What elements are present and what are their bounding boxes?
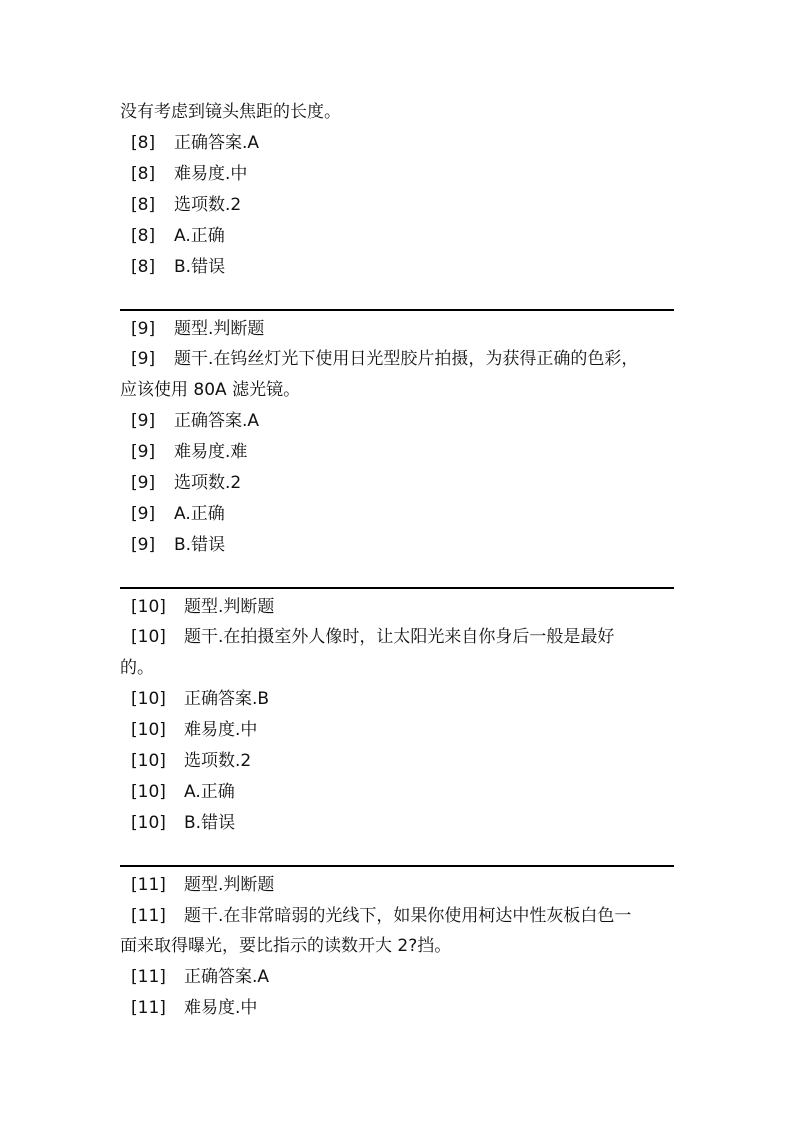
option-count: 选项数.2: [184, 751, 252, 771]
question-tag: [8]: [131, 257, 156, 277]
option-b: B.错误: [174, 535, 226, 555]
question-tag: [9]: [131, 411, 156, 431]
question-tag: [8]: [131, 195, 156, 215]
question-tag: [9]: [131, 535, 156, 555]
question-stem: 题干.在钨丝灯光下使用日光型胶片拍摄，为获得正确的色彩，: [174, 349, 639, 369]
q11-stem-continuation: 面来取得曝光，要比指示的读数开大 2?挡。: [120, 936, 452, 956]
question-tag: [9]: [131, 349, 156, 369]
question-tag: [10]: [131, 720, 166, 740]
question-tag: [10]: [131, 597, 166, 617]
difficulty: 难易度.中: [184, 998, 258, 1018]
question-tag: [10]: [131, 689, 166, 709]
correct-answer: 正确答案.A: [174, 133, 260, 153]
option-count: 选项数.2: [174, 473, 242, 493]
question-stem: 题干.在非常暗弱的光线下，如果你使用柯达中性灰板白色一: [184, 906, 632, 926]
correct-answer: 正确答案.A: [184, 967, 270, 987]
question-type: 题型.判断题: [184, 597, 275, 617]
question-tag: [11]: [131, 967, 166, 987]
question-type: 题型.判断题: [174, 319, 265, 339]
option-a: A.正确: [174, 504, 225, 524]
question-tag: [8]: [131, 164, 156, 184]
difficulty: 难易度.难: [174, 442, 248, 462]
correct-answer: 正确答案.B: [184, 689, 270, 709]
option-a: A.正确: [174, 226, 225, 246]
question-type: 题型.判断题: [184, 875, 275, 895]
q10-stem-continuation: 的。: [120, 658, 154, 678]
question-tag: [11]: [131, 998, 166, 1018]
correct-answer: 正确答案.A: [174, 411, 260, 431]
question-tag: [9]: [131, 473, 156, 493]
option-b: B.错误: [174, 257, 226, 277]
question-stem: 题干.在拍摄室外人像时，让太阳光来自你身后一般是最好: [184, 627, 615, 647]
question-tag: [10]: [131, 782, 166, 802]
question-tag: [10]: [131, 627, 166, 647]
question-tag: [9]: [131, 504, 156, 524]
option-count: 选项数.2: [174, 195, 242, 215]
option-b: B.错误: [184, 813, 236, 833]
question-tag: [10]: [131, 751, 166, 771]
question-tag: [10]: [131, 813, 166, 833]
difficulty: 难易度.中: [174, 164, 248, 184]
q9-stem-continuation: 应该使用 80A 滤光镜。: [120, 380, 301, 400]
section-divider: [120, 309, 674, 311]
difficulty: 难易度.中: [184, 720, 258, 740]
question-tag: [8]: [131, 226, 156, 246]
question-tag: [8]: [131, 133, 156, 153]
section-divider: [120, 865, 674, 867]
question-tag: [11]: [131, 906, 166, 926]
section-divider: [120, 587, 674, 589]
q8-stem-continuation: 没有考虑到镜头焦距的长度。: [120, 102, 341, 122]
question-tag: [9]: [131, 442, 156, 462]
option-a: A.正确: [184, 782, 235, 802]
question-tag: [9]: [131, 319, 156, 339]
question-tag: [11]: [131, 875, 166, 895]
